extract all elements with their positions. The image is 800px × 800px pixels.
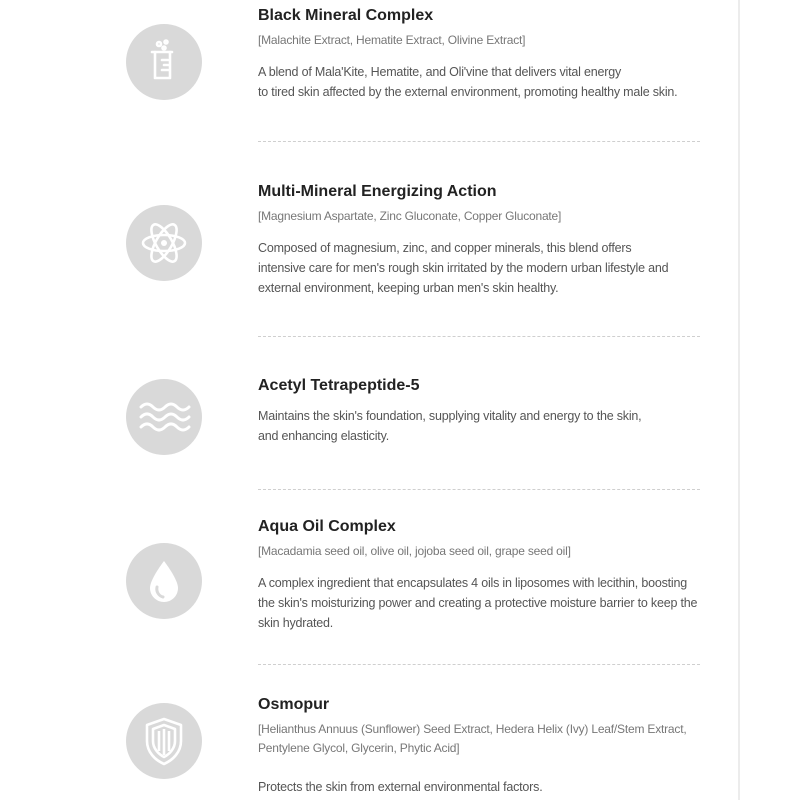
section-description: A blend of Mala'Kite, Hematite, and Oli'vine that delivers vital energy to tired skin affected by the external environment, promoting healthy male skin.: [258, 65, 678, 99]
section-divider: [258, 664, 700, 665]
waves-icon: [126, 379, 202, 455]
section-title: Osmopur: [258, 696, 330, 713]
section-black-mineral-complex: [258, 6, 706, 102]
section-divider: [258, 489, 700, 490]
section-ingredients: [Helianthus Annuus (Sunflower) Seed Extract, Hedera Helix (Ivy) Leaf/Stem Extract, Pentylene Glycol, Glycerin, Phytic Acid]: [258, 722, 687, 755]
section-title: Aqua Oil Complex: [258, 518, 396, 535]
section-ingredients: [Malachite Extract, Hematite Extract, Olivine Extract]: [258, 33, 526, 47]
right-edge-rule: [738, 0, 740, 800]
section-divider: [258, 336, 700, 337]
atom-icon: [126, 205, 202, 281]
section-description: Maintains the skin's foundation, supplying vitality and energy to the skin, and enhancing elasticity.: [258, 409, 642, 443]
section-description: A complex ingredient that encapsulates 4 oils in liposomes with lecithin, boosting the skin's moisturizing power and creating a protective moisture barrier to keep the skin hydrated.: [258, 576, 698, 630]
section-title: Acetyl Tetrapeptide-5: [258, 377, 420, 394]
section-ingredients: [Magnesium Aspartate, Zinc Gluconate, Copper Gluconate]: [258, 209, 562, 223]
beaker-icon: [126, 24, 202, 100]
section-osmopur: [258, 695, 706, 797]
water-drop-icon: [126, 543, 202, 619]
section-divider: [258, 141, 700, 142]
section-title: Black Mineral Complex: [258, 7, 434, 24]
section-ingredients: [Macadamia seed oil, olive oil, jojoba seed oil, grape seed oil]: [258, 544, 571, 558]
section-title: Multi-Mineral Energizing Action: [258, 183, 497, 200]
section-description: Composed of magnesium, zinc, and copper minerals, this blend offers intensive care for men's rough skin irritated by the modern urban lifestyle and external environment, keeping urban men's skin healthy.: [258, 241, 669, 295]
section-multi-mineral-energizing-action: [258, 182, 706, 298]
shield-icon: [126, 703, 202, 779]
section-description: Protects the skin from external environmental factors.: [258, 780, 543, 794]
section-aqua-oil-complex: [258, 517, 706, 633]
section-acetyl-tetrapeptide-5: [258, 376, 706, 446]
